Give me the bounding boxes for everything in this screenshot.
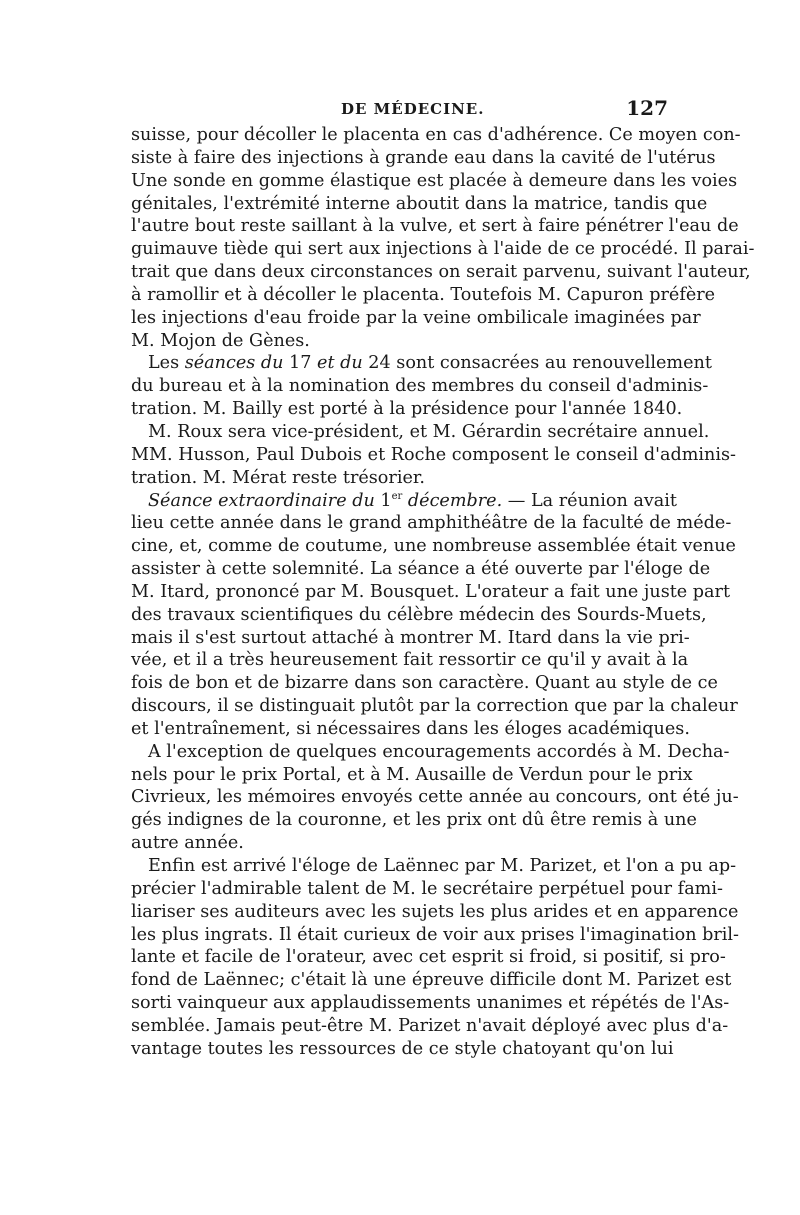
extraordinary-line (131, 490, 677, 513)
text-line: lante et facile de l'orateur, avec cet esprit si froid, si positif, si pro- (131, 947, 726, 968)
text-line: génitales, l'extrémité interne aboutit dans la matrice, tandis que (131, 193, 708, 214)
text-line: autre année. (131, 833, 244, 854)
text-line: A l'exception de quelques encouragements accordés à M. Decha- (148, 741, 730, 762)
text-line: précier l'admirable talent de M. le secrétaire perpétuel pour fami- (131, 878, 723, 899)
sessions-rest: 24 sont consacrées au renouvellement (362, 353, 712, 374)
page-header (131, 96, 668, 126)
running-head: DE MÉDECINE. (341, 100, 485, 118)
sessions-lead: Les (148, 353, 185, 374)
text-line: Une sonde en gomme élastique est placée à demeure dans les voies (131, 170, 738, 191)
text-line: MM. Husson, Paul Dubois et Roche composent le conseil d'adminis- (131, 444, 736, 465)
text-line: fond de Laënnec; c'était là une épreuve difficile dont M. Parizet est (131, 970, 732, 991)
text-line: liariser ses auditeurs avec les sujets les plus arides et en apparence (131, 901, 739, 922)
page-number: 127 (626, 96, 668, 120)
text-line: sorti vainqueur aux applaudissements unanimes et répétés de l'As- (131, 993, 730, 1014)
text-line: fois de bon et de bizarre dans son caractère. Quant au style de ce (131, 673, 718, 694)
text-line: gés indignes de la couronne, et les prix ont dû être remis à une (131, 810, 697, 831)
sessions-line (131, 352, 712, 375)
text-line: les plus ingrats. Il était curieux de voir aux prises l'imagination bril- (131, 924, 739, 945)
text-line: M. Itard, prononcé par M. Bousquet. L'orateur a fait une juste part (131, 581, 731, 602)
text-line: vée, et il a très heureusement fait ressortir ce qu'il y avait à la (131, 650, 689, 671)
sessions-num-a: 17 (283, 353, 318, 374)
text-line: suisse, pour décoller le placenta en cas d'adhérence. Ce moyen con- (131, 125, 741, 145)
text-line: les injections d'eau froide par la veine ombilicale imaginées par (131, 307, 701, 328)
text-line: et l'entraînement, si nécessaires dans les éloges académiques. (131, 718, 690, 739)
text-line: tration. M. Mérat reste trésorier. (131, 467, 425, 488)
extra-rest: — La réunion avait (502, 490, 677, 511)
sessions-italic-a: séances du (184, 353, 284, 374)
sessions-italic-b: et du (317, 353, 363, 374)
extra-italic-b: décembre. (402, 490, 503, 511)
text-line: du bureau et à la nomination des membres du conseil d'adminis- (131, 376, 709, 397)
text-line: M. Roux sera vice-président, et M. Gérardin secrétaire annuel. (148, 421, 710, 442)
text-line: semblée. Jamais peut-être M. Parizet n'avait déployé avec plus d'a- (131, 1015, 729, 1036)
text-line: nels pour le prix Portal, et à M. Ausaille de Verdun pour le prix (131, 764, 693, 785)
text-line: guimauve tiède qui sert aux injections à l'aide de ce procédé. Il parai- (131, 239, 755, 260)
text-line: vantage toutes les ressources de ce style chatoyant qu'on lui (131, 1038, 674, 1059)
text-line: cine, et, comme de coutume, une nombreuse assemblée était venue (131, 536, 736, 557)
extra-sup: er (391, 490, 403, 502)
text-line: assister à cette solemnité. La séance a été ouverte par l'éloge de (131, 559, 711, 580)
extra-italic-a: Séance extraordinaire du (148, 490, 375, 511)
body-text (131, 124, 755, 1061)
text-line: Enfin est arrivé l'éloge de Laënnec par M. Parizet, et l'on a pu ap- (148, 856, 737, 876)
text-line: discours, il se distinguait plutôt par la correction que par la chaleur (131, 696, 738, 717)
text-line: tration. M. Bailly est porté à la présidence pour l'année 1840. (131, 399, 683, 420)
extra-num: 1 (374, 490, 392, 511)
text-line: lieu cette année dans le grand amphithéâtre de la faculté de méde- (131, 513, 732, 534)
text-line: M. Mojon de Gènes. (131, 330, 310, 351)
text-line: l'autre bout reste saillant à la vulve, et sert à faire pénétrer l'eau de (131, 216, 739, 237)
text-line: des travaux scientifiques du célèbre médecin des Sourds-Muets, (131, 604, 707, 625)
text-line: trait que dans deux circonstances on serait parvenu, suivant l'auteur, (131, 262, 751, 283)
text-line: siste à faire des injections à grande eau dans la cavité de l'utérus (131, 147, 716, 168)
text-line: à ramollir et à décoller le placenta. Toutefois M. Capuron préfère (131, 284, 716, 305)
text-line: mais il s'est surtout attaché à montrer M. Itard dans la vie pri- (131, 627, 690, 648)
text-line: Civrieux, les mémoires envoyés cette année au concours, ont été ju- (131, 787, 739, 808)
